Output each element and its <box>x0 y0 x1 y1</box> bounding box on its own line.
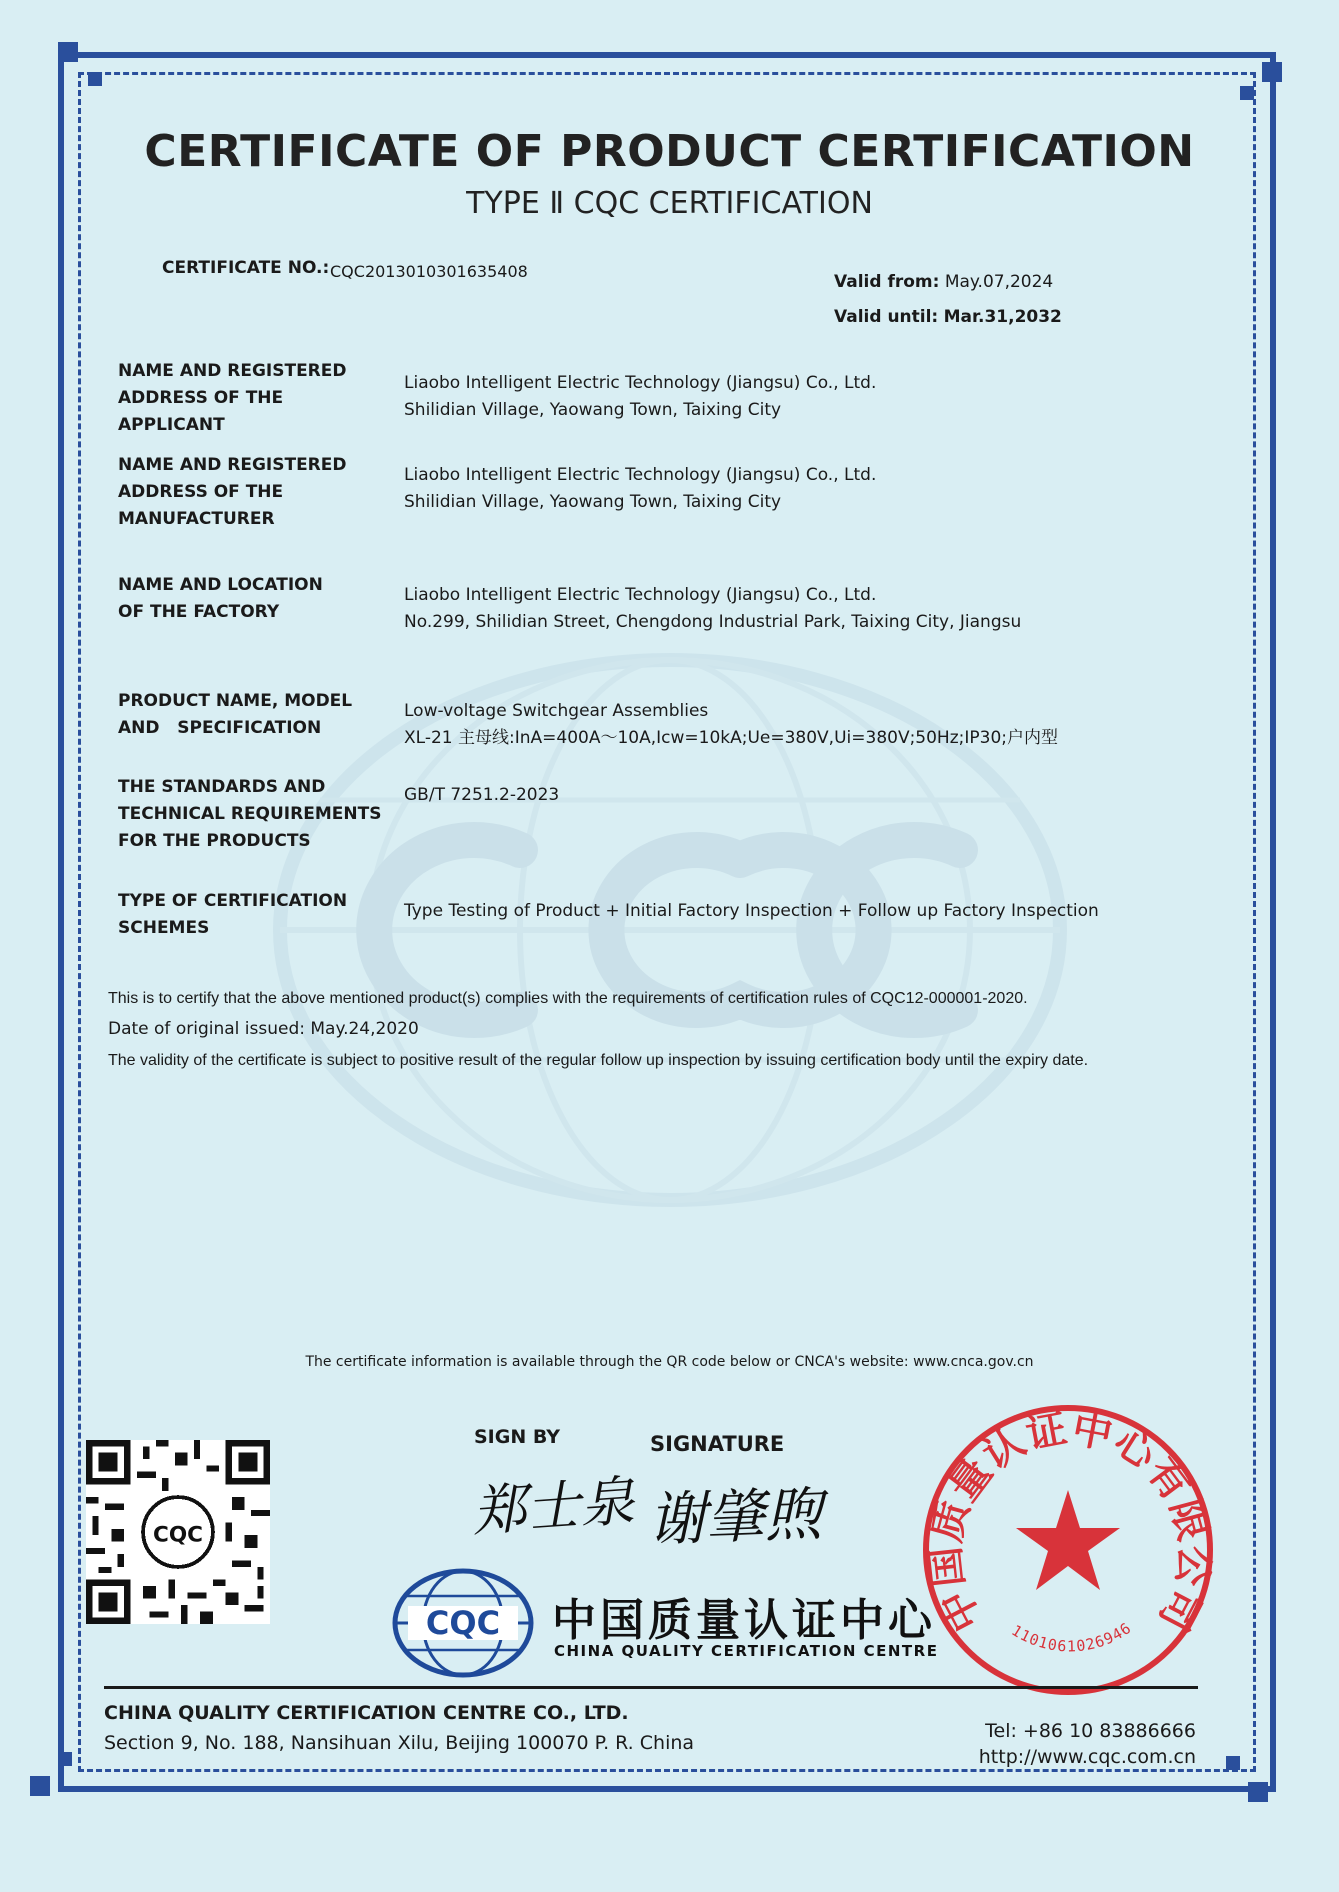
product-label: PRODUCT NAME, MODEL AND SPECIFICATION <box>118 691 353 738</box>
valid-from <box>834 272 1053 292</box>
valid-until <box>834 307 1062 327</box>
corner-ornament <box>58 42 78 62</box>
qr-info-text: The certificate information is available through the QR code below or CNCA's website: www.cnca.gov.cn <box>305 1354 1034 1370</box>
corner-ornament <box>30 1776 50 1796</box>
scheme-value: Type Testing of Product + Initial Factory Inspection + Follow up Factory Inspection <box>404 901 1099 921</box>
qr-logo-text: CQC <box>153 1522 203 1548</box>
applicant-label: NAME AND REGISTERED ADDRESS OF THE APPLICANT <box>118 361 347 435</box>
scheme-label: TYPE OF CERTIFICATION SCHEMES <box>118 891 348 938</box>
original-issue-date: Date of original issued: May.24,2020 <box>108 1019 419 1039</box>
signature-1: 郑士泉 <box>470 1469 637 1544</box>
svg-text:1101061026946 <box>1008 1619 1135 1656</box>
certify-statement: This is to certify that the above mentioned product(s) complies with the requirements of certification rules of CQC12-000001-2020. <box>108 990 1028 1007</box>
corner-ornament <box>88 72 102 86</box>
standards-value: GB/T 7251.2-2023 <box>404 785 560 805</box>
qr-code[interactable] <box>86 1440 270 1624</box>
validity-statement: The validity of the certificate is subject to positive result of the regular follow up inspection by issuing certification body until the expiry date. <box>108 1052 1089 1069</box>
cqc-name-en: CHINA QUALITY CERTIFICATION CENTRE <box>554 1642 939 1660</box>
corner-ornament <box>1262 62 1282 82</box>
footer-website-link[interactable]: http://www.cqc.com.cn <box>978 1746 1196 1768</box>
valid-until-value: Mar.31,2032 <box>943 307 1062 327</box>
product-value: Low-voltage Switchgear Assemblies XL-21 主母线:InA=400A～10A,Icw=10kA;Ue=380V,Ui=380V;50Hz;IP30;户内型 <box>404 701 1058 748</box>
manufacturer-label: NAME AND REGISTERED ADDRESS OF THE MANUFACTURER <box>118 455 347 529</box>
cqc-name-cn: 中国质量认证中心 <box>552 1595 936 1646</box>
corner-ornament <box>1240 86 1254 100</box>
corner-ornament <box>58 1752 72 1766</box>
valid-from-value: May.07,2024 <box>944 272 1054 292</box>
sign-by-label: SIGN BY <box>474 1426 561 1448</box>
signature-label: SIGNATURE <box>650 1432 785 1456</box>
signature-2: 谢肇煦 <box>647 1479 824 1555</box>
official-seal-stamp <box>918 1400 1218 1700</box>
seal-text: 中国质量认证中心有限公司 <box>922 1405 1218 1639</box>
seal-number: 1101061026946 <box>1008 1618 1135 1656</box>
factory-value: Liaobo Intelligent Electric Technology (Jiangsu) Co., Ltd. No.299, Shilidian Street, Chengdong Industrial Park, Taixing City, Jiangsu <box>404 585 1022 632</box>
certificate-title: CERTIFICATE OF PRODUCT CERTIFICATION <box>144 126 1195 177</box>
standards-label: THE STANDARDS AND TECHNICAL REQUIREMENTS FOR THE PRODUCTS <box>118 777 382 851</box>
corner-ornament <box>1226 1756 1240 1770</box>
cqc-logo-text: CQC <box>425 1604 501 1642</box>
certificate-no-value: CQC2013010301635408 <box>330 262 528 281</box>
corner-ornament <box>1248 1782 1268 1802</box>
applicant-value: Liaobo Intelligent Electric Technology (Jiangsu) Co., Ltd. Shilidian Village, Yaowang Town, Taixing City <box>404 373 877 420</box>
valid-from-label: Valid from: <box>834 272 940 292</box>
footer-divider <box>104 1686 1198 1689</box>
footer-company: CHINA QUALITY CERTIFICATION CENTRE CO., LTD. <box>104 1702 629 1724</box>
cqc-logo-icon <box>392 1568 534 1678</box>
certificate-subtitle: TYPE Ⅱ CQC CERTIFICATION <box>466 186 873 221</box>
factory-label: NAME AND LOCATION OF THE FACTORY <box>118 575 323 622</box>
footer-tel: Tel: +86 10 83886666 <box>985 1720 1196 1742</box>
certificate-no-label: CERTIFICATE NO.: <box>162 258 330 278</box>
footer-address: Section 9, No. 188, Nansihuan Xilu, Beijing 100070 P. R. China <box>104 1732 695 1754</box>
valid-until-label: Valid until: <box>834 307 939 327</box>
manufacturer-value: Liaobo Intelligent Electric Technology (Jiangsu) Co., Ltd. Shilidian Village, Yaowang Town, Taixing City <box>404 465 877 512</box>
